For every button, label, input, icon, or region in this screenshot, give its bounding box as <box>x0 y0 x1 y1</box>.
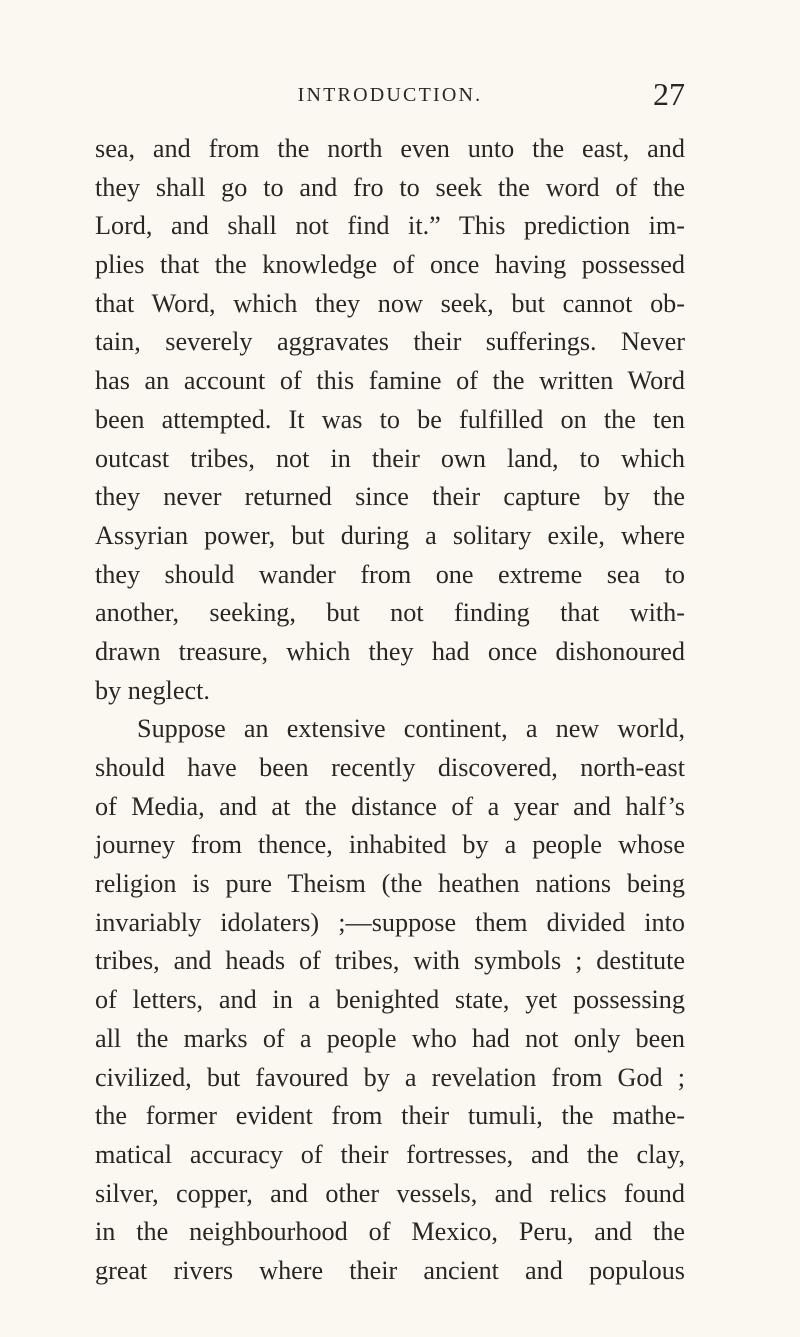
text-line: been attempted. It was to be fulfilled on the ten <box>95 404 685 434</box>
running-title: INTRODUCTION. <box>297 84 483 106</box>
text-line: tain, severely aggravates their sufferings. Never <box>95 327 685 357</box>
text-line: tribes, and heads of tribes, with symbols ; destitute <box>95 946 685 976</box>
text-line: they never returned since their capture by the <box>95 482 685 512</box>
text-line: drawn treasure, which they had once dishonoured <box>95 636 685 666</box>
text-line: Lord, and shall not find it.” This prediction im- <box>95 211 685 241</box>
text-line: matical accuracy of their fortresses, and the clay, <box>95 1139 685 1169</box>
text-line: that Word, which they now seek, but cannot ob- <box>95 288 685 318</box>
text-line: great rivers where their ancient and populous <box>95 1255 685 1285</box>
text-line: Assyrian power, but during a solitary exile, where <box>95 520 685 550</box>
text-line: outcast tribes, not in their own land, to which <box>95 443 685 473</box>
text-line: they shall go to and fro to seek the word of the <box>95 172 685 202</box>
text-line: the former evident from their tumuli, the mathe- <box>95 1101 685 1131</box>
text-line: invariably idolaters) ;—suppose them divided into <box>95 907 685 937</box>
paragraph-first-line: Suppose an extensive continent, a new world, <box>137 714 685 744</box>
text-line: all the marks of a people who had not only been <box>95 1023 685 1053</box>
text-line: they should wander from one extreme sea to <box>95 559 685 589</box>
page-number: 27 <box>653 76 685 112</box>
text-line: in the neighbourhood of Mexico, Peru, and the <box>95 1217 685 1247</box>
text-line: religion is pure Theism (the heathen nations being <box>95 869 685 899</box>
text-line: silver, copper, and other vessels, and relics found <box>95 1178 685 1208</box>
text-line: has an account of this famine of the written Word <box>95 366 685 396</box>
text-line: of letters, and in a benighted state, yet possessing <box>95 985 685 1015</box>
text-line: should have been recently discovered, north-east <box>95 753 685 782</box>
paragraph-end-line: by neglect. <box>95 675 210 705</box>
text-line: civilized, but favoured by a revelation from God ; <box>95 1062 685 1092</box>
text-line: sea, and from the north even unto the east, and <box>95 134 685 163</box>
running-header <box>95 76 685 112</box>
text-line: of Media, and at the distance of a year and half’s <box>95 791 685 821</box>
body-text <box>95 130 685 1291</box>
text-line: another, seeking, but not finding that with- <box>95 598 685 628</box>
text-line: journey from thence, inhabited by a people whose <box>95 830 685 860</box>
text-line: plies that the knowledge of once having possessed <box>95 250 685 280</box>
